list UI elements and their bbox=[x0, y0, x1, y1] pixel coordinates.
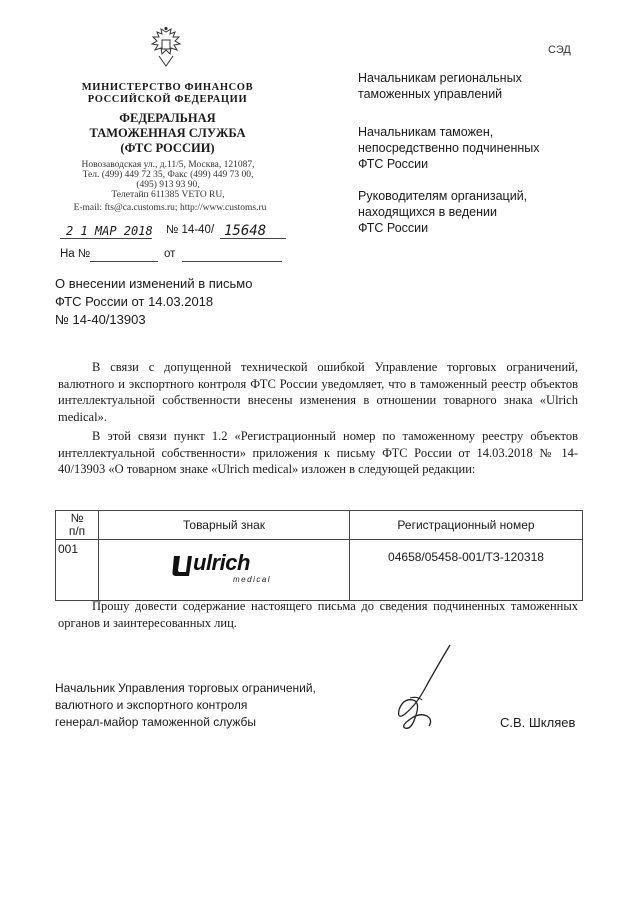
document-mark: СЭД bbox=[548, 44, 571, 56]
trademark-cell bbox=[99, 540, 350, 601]
service-line-1: ФЕДЕРАЛЬНАЯ bbox=[119, 111, 216, 125]
addressee-2 bbox=[358, 124, 618, 172]
signatory-name: С.В. Шкляев bbox=[500, 715, 576, 730]
handwritten-signature bbox=[375, 640, 485, 735]
service-line-3: (ФТС РОССИИ) bbox=[120, 141, 215, 155]
registration-table bbox=[55, 510, 583, 601]
addressee-1 bbox=[358, 70, 618, 102]
address-line-3: (495) 913 93 90, bbox=[136, 180, 200, 190]
addressee-1-line-1: Начальникам региональных bbox=[358, 71, 522, 85]
ministry-line-1: МИНИСТЕРСТВО ФИНАНСОВ bbox=[81, 82, 254, 93]
addressee-3-line-1: Руководителям организаций, bbox=[358, 189, 528, 203]
letter-subject bbox=[55, 275, 315, 329]
address-line-1: Новозаводская ул., д.11/5, Москва, 121087, bbox=[81, 160, 255, 170]
row-number: 001 bbox=[56, 540, 99, 601]
position-line-3: генерал-майор таможенной службы bbox=[55, 715, 257, 729]
incoming-reference bbox=[60, 248, 290, 264]
letter-number-handwritten: 15648 bbox=[224, 223, 267, 239]
position-line-1: Начальник Управления торговых ограничений, bbox=[55, 681, 316, 695]
letter-number-prefix: № 14-40/ bbox=[166, 224, 215, 236]
address-line-2: Тел. (499) 449 72 35, Факс (499) 449 73 00, bbox=[82, 170, 254, 180]
header-registration-number: Регистрационный номер bbox=[350, 511, 583, 540]
addressee-2-line-2: непосредственно подчиненных bbox=[358, 141, 540, 155]
logo-subtext: medical bbox=[233, 575, 272, 584]
ministry-line-2: РОССИЙСКОЙ ФЕДЕРАЦИИ bbox=[87, 94, 248, 105]
outgoing-reference bbox=[60, 224, 290, 240]
header-trademark: Товарный знак bbox=[99, 511, 350, 540]
registration-number-cell: 04658/05458-001/ТЗ-120318 bbox=[350, 540, 583, 601]
body-paragraph-2: В этой связи пункт 1.2 «Регистрационный номер по таможенному реестру объектов интеллектуальной собственности» приложения к письму ФТС России от 14.03.2018 № 14-40/13903 «О товарном знаке «Ulrich medical» изложен в следующей редакции: bbox=[58, 429, 578, 476]
addressee-3-line-3: ФТС России bbox=[358, 221, 429, 235]
letter-date: 2 1 МАР 2018 bbox=[66, 224, 153, 238]
coat-of-arms-icon bbox=[147, 26, 185, 70]
table-row bbox=[56, 540, 583, 601]
incoming-label: На № bbox=[60, 248, 91, 260]
table-header-row bbox=[56, 511, 583, 540]
from-label: от bbox=[164, 248, 176, 260]
header-number bbox=[56, 511, 99, 540]
addressee-2-line-1: Начальникам таможен, bbox=[358, 125, 494, 139]
sender-email: E-mail: fts@ca.customs.ru; http://www.customs.ru bbox=[73, 203, 267, 213]
ulrich-medical-logo bbox=[171, 550, 301, 588]
position-line-2: валютного и экспортного контроля bbox=[55, 698, 248, 712]
addressee-3-line-2: находящихся в ведении bbox=[358, 205, 497, 219]
header-number-line-2: п/п bbox=[68, 524, 86, 538]
logo-wordmark: ulrich bbox=[193, 550, 250, 575]
address-line-4: Телетайп 611385 VETO RU, bbox=[111, 190, 225, 200]
subject-line-1: О внесении изменений в письмо bbox=[55, 276, 253, 291]
service-line-2: ТАМОЖЕННАЯ СЛУЖБА bbox=[89, 126, 246, 140]
addressee-2-line-3: ФТС России bbox=[358, 157, 429, 171]
addressee-1-line-2: таможенных управлений bbox=[358, 87, 503, 101]
subject-line-3: № 14-40/13903 bbox=[55, 312, 146, 327]
body-paragraph-1: В связи с допущенной технической ошибкой Управление торговых ограничений, валютного и экспортного контроля ФТС России уведомляет, что в таможенный реестр объектов интеллектуальной собственности внесены изменения в отношении товарного знака «Ulrich medical». bbox=[58, 360, 578, 424]
ulrich-logo-mark-icon bbox=[171, 554, 193, 578]
signatory-position bbox=[55, 680, 375, 731]
ministry-title bbox=[60, 82, 275, 106]
subject-line-2: ФТС России от 14.03.2018 bbox=[55, 294, 214, 309]
service-title bbox=[60, 111, 275, 156]
header-number-line-1: № bbox=[70, 511, 84, 525]
addressee-3 bbox=[358, 188, 618, 236]
sender-address bbox=[58, 160, 278, 200]
body-paragraph-3: Прошу довести содержание настоящего письма до сведения подчиненных таможенных органов и заинтересованных лиц. bbox=[58, 599, 578, 630]
